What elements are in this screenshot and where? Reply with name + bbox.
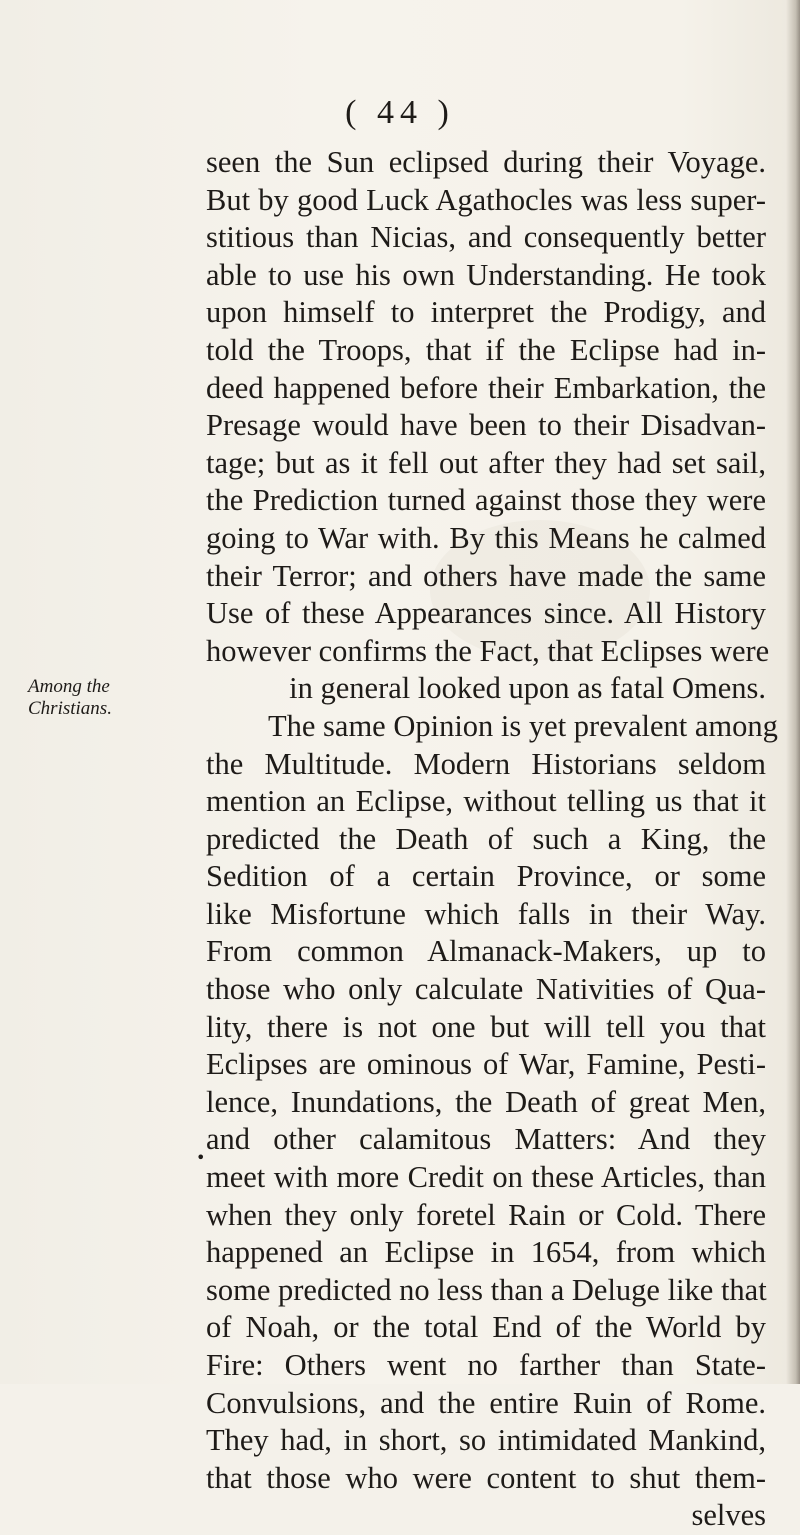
text-line: those who only calculate Nativities of Qua-	[206, 972, 766, 1007]
text-line: stitious than Nicias, and consequently better	[206, 220, 766, 255]
text-line: the Prediction turned against those they were	[206, 483, 766, 518]
text-line: told the Troops, that if the Eclipse had in-	[206, 332, 766, 367]
text-line: meet with more Credit on these Articles, than	[206, 1160, 766, 1195]
page-number: ( 44 )	[345, 94, 455, 131]
text-line: From common Almanack-Makers, up to	[206, 934, 766, 969]
text-line: Fire: Others went no farther than State-	[206, 1348, 766, 1382]
text-line: Convulsions, and the entire Ruin of Rome.	[206, 1385, 766, 1420]
text-line: Eclipses are ominous of War, Famine, Pesti-	[206, 1047, 766, 1082]
text-line: of Noah, or the total End of the World by	[206, 1310, 766, 1345]
text-line: Sedition of a certain Province, or some	[206, 859, 766, 894]
text-line: when they only foretel Rain or Cold. There	[206, 1197, 766, 1232]
text-line: some predicted no less than a Deluge like that	[206, 1272, 767, 1307]
text-line: Use of these Appearances since. All History	[206, 596, 766, 631]
text-line: going to War with. By this Means he calmed	[206, 520, 766, 555]
text-line: lity, there is not one but will tell you that	[206, 1009, 766, 1044]
text-line: in general looked upon as fatal Omens.	[289, 671, 766, 706]
text-line: and other calamitous Matters: And they	[206, 1122, 766, 1157]
margin-note: Among the Christians.	[28, 676, 112, 719]
text-line: mention an Eclipse, without telling us that it	[206, 784, 766, 819]
text-line: deed happened before their Embarkation, the	[206, 370, 766, 405]
text-line: happened an Eclipse in 1654, from which	[206, 1235, 766, 1270]
text-line: upon himself to interpret the Prodigy, and	[206, 295, 766, 330]
text-line: Presage would have been to their Disadvan-	[206, 408, 766, 443]
text-line: The same Opinion is yet prevalent among	[268, 708, 778, 743]
text-line: But by good Luck Agathocles was less super-	[206, 182, 766, 217]
text-line: predicted the Death of such a King, the	[206, 821, 766, 856]
catchword: selves	[691, 1498, 766, 1533]
text-line: able to use his own Understanding. He took	[206, 257, 766, 292]
page-edge-shadow	[786, 0, 800, 1384]
body-text	[206, 144, 778, 1535]
margin-dot: •	[196, 1148, 206, 1167]
text-line: like Misfortune which falls in their Way.	[206, 896, 766, 931]
text-line: seen the Sun eclipsed during their Voyage.	[206, 145, 766, 179]
text-line: They had, in short, so intimidated Mankind,	[206, 1423, 766, 1458]
text-line: however confirms the Fact, that Eclipses were	[206, 633, 770, 668]
text-line: lence, Inundations, the Death of great Men,	[206, 1084, 766, 1119]
text-line: that those who were content to shut them-	[206, 1460, 766, 1495]
text-line: their Terror; and others have made the same	[206, 558, 766, 593]
text-line: the Multitude. Modern Historians seldom	[206, 746, 766, 781]
text-line: tage; but as it fell out after they had set sail,	[206, 445, 766, 480]
